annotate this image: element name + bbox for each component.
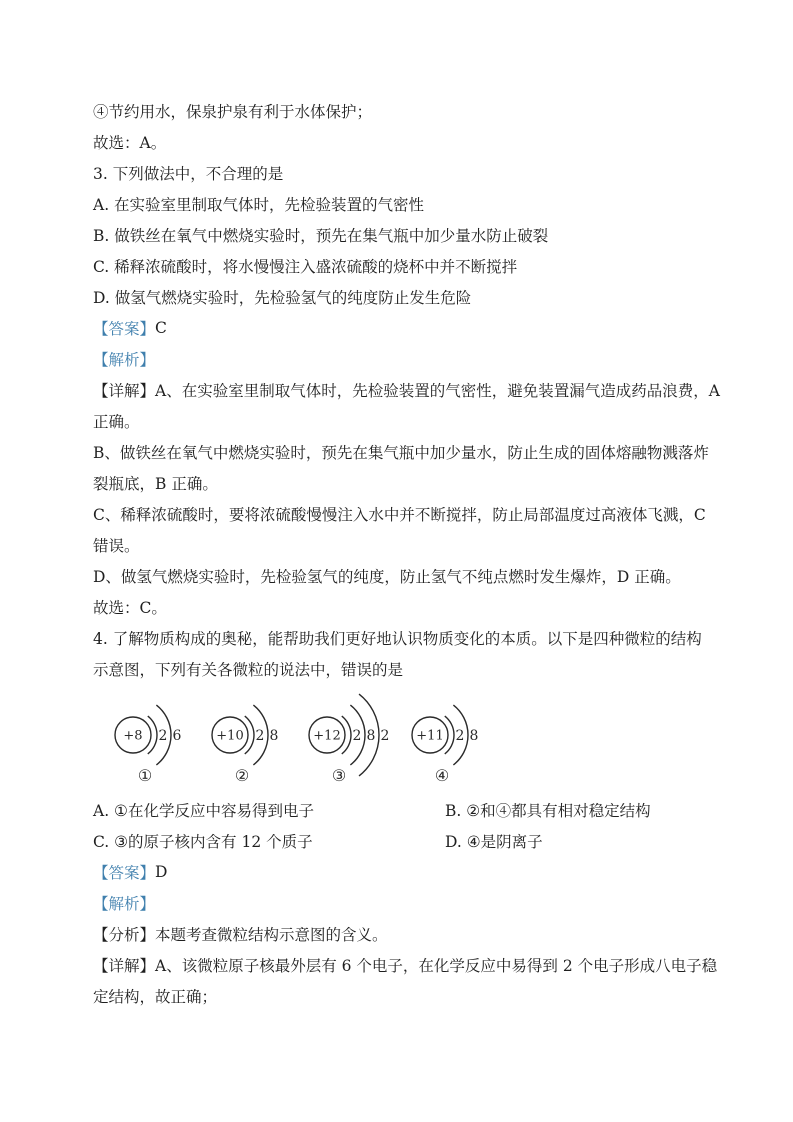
q4-stem-text-1: 4. 了解物质构成的奥秘，能帮助我们更好地认识物质变化的本质。以下是四种微粒的结构 — [93, 629, 702, 648]
nucleus-charge: +8 — [123, 728, 143, 744]
q2-choose-line — [93, 126, 703, 157]
q4-stem-text-2: 示意图，下列有关各微粒的说法中，错误的是 — [93, 660, 404, 679]
particle-number-label: ③ — [331, 766, 347, 785]
shell-electron-count: 2 — [380, 728, 390, 744]
q3-detail-text-8: 故选：C。 — [93, 598, 167, 617]
nucleus-charge: +10 — [216, 728, 244, 744]
q3-detail-line — [93, 529, 703, 560]
q4-analysis-marker-line — [93, 887, 703, 918]
shell-electron-count: 8 — [269, 728, 279, 744]
q3-analysis-marker-line — [93, 343, 703, 374]
q3-detail-line — [93, 498, 706, 529]
q3-option-d — [93, 281, 703, 312]
q3-detail-line — [93, 405, 703, 436]
q4-analysis-line — [93, 918, 703, 949]
shell-electron-count: 8 — [469, 728, 479, 744]
q4-detail-line — [93, 980, 703, 1011]
q3-stem — [93, 157, 703, 188]
shell-electron-count: 2 — [255, 728, 265, 744]
q4-option-b: B. ②和④都具有相对稳定结构 — [445, 801, 651, 820]
particle-2 — [212, 705, 278, 785]
q4-analysis-marker: 【解析】 — [93, 894, 156, 913]
q4-detail-line — [93, 949, 718, 980]
particle-3 — [309, 694, 389, 785]
particle-number-label: ① — [137, 766, 153, 785]
q2-point4-text: ④节约用水，保泉护泉有利于水体保护； — [93, 102, 373, 121]
q2-choose-text: 故选：A。 — [93, 133, 167, 152]
particle-structure-diagrams — [93, 684, 703, 794]
q3-answer-value: C — [155, 318, 167, 337]
q3-detail-line — [93, 591, 703, 622]
q4-answer-value: D — [155, 862, 168, 881]
q3-option-a-text: A. 在实验室里制取气体时，先检验装置的气密性 — [93, 195, 425, 214]
q4-option-d: D. ④是阴离子 — [445, 832, 543, 851]
q3-analysis-marker: 【解析】 — [93, 350, 156, 369]
q3-detail-text-6: 错误。 — [93, 536, 140, 555]
particle-4 — [412, 705, 478, 785]
q3-option-c-text: C. 稀释浓硫酸时，将水慢慢注入盛浓硫酸的烧杯中并不断搅拌 — [93, 257, 518, 276]
q4-option-c: C. ③的原子核内含有 12 个质子 — [93, 832, 313, 851]
q3-option-a — [93, 188, 703, 219]
q3-detail-text-2: 正确。 — [93, 412, 140, 431]
electron-shell-arc — [148, 716, 157, 754]
shell-electron-count: 2 — [158, 728, 168, 744]
q3-detail-line — [93, 467, 703, 498]
q3-detail-text-1: 【详解】A、在实验室里制取气体时，先检验装置的气密性，避免装置漏气造成药品浪费，A — [93, 381, 720, 400]
q3-detail-line — [93, 374, 720, 405]
q4-option-a: A. ①在化学反应中容易得到电子 — [93, 801, 314, 820]
q4-options-row-2 — [93, 825, 703, 856]
electron-shell-arc — [245, 716, 254, 754]
q4-stem-line-1 — [93, 622, 703, 653]
q2-point4-line — [93, 95, 703, 126]
q3-answer-marker: 【答案】 — [93, 319, 156, 338]
particle-number-label: ② — [234, 766, 250, 785]
q4-stem-line-2 — [93, 653, 703, 684]
shell-electron-count: 2 — [352, 728, 362, 744]
q3-answer-line — [93, 312, 703, 343]
q3-detail-text-7: D、做氢气燃烧实验时，先检验氢气的纯度，防止氢气不纯点燃时发生爆炸，D 正确。 — [93, 567, 681, 586]
q3-stem-text: 3. 下列做法中，不合理的是 — [93, 164, 284, 183]
q4-answer-marker: 【答案】 — [93, 863, 156, 882]
q4-detail-text-1: 【详解】A、该微粒原子核最外层有 6 个电子，在化学反应中易得到 2 个电子形成八电子稳 — [93, 956, 718, 975]
particle-diagram — [93, 684, 653, 794]
q3-detail-line — [93, 560, 703, 591]
q4-analysis-text: 【分析】本题考查微粒结构示意图的含义。 — [93, 925, 388, 944]
shell-electron-count: 2 — [455, 728, 465, 744]
q4-answer-line — [93, 856, 703, 887]
q3-option-b — [93, 219, 703, 250]
shell-electron-count: 6 — [172, 728, 182, 744]
electron-shell-arc — [342, 716, 351, 754]
q4-options-row-1 — [93, 794, 703, 825]
q3-detail-line — [93, 436, 709, 467]
nucleus-charge: +12 — [313, 728, 341, 744]
q3-option-b-text: B. 做铁丝在氧气中燃烧实验时，预先在集气瓶中加少量水防止破裂 — [93, 226, 549, 245]
q3-option-c — [93, 250, 703, 281]
q4-detail-text-2: 定结构，故正确； — [93, 987, 218, 1006]
particle-1 — [115, 705, 182, 785]
q3-option-d-text: D. 做氢气燃烧实验时，先检验氢气的纯度防止发生危险 — [93, 288, 472, 307]
shell-electron-count: 8 — [366, 728, 376, 744]
electron-shell-arc — [445, 716, 454, 754]
nucleus-charge: +11 — [416, 728, 444, 744]
q3-detail-text-4: 裂瓶底，B 正确。 — [93, 474, 218, 493]
q3-detail-text-5: C、稀释浓硫酸时，要将浓硫酸慢慢注入水中并不断搅拌，防止局部温度过高液体飞溅，C — [93, 505, 706, 524]
q3-detail-text-3: B、做铁丝在氧气中燃烧实验时，预先在集气瓶中加少量水，防止生成的固体熔融物溅落炸 — [93, 443, 709, 462]
particle-number-label: ④ — [434, 766, 450, 785]
